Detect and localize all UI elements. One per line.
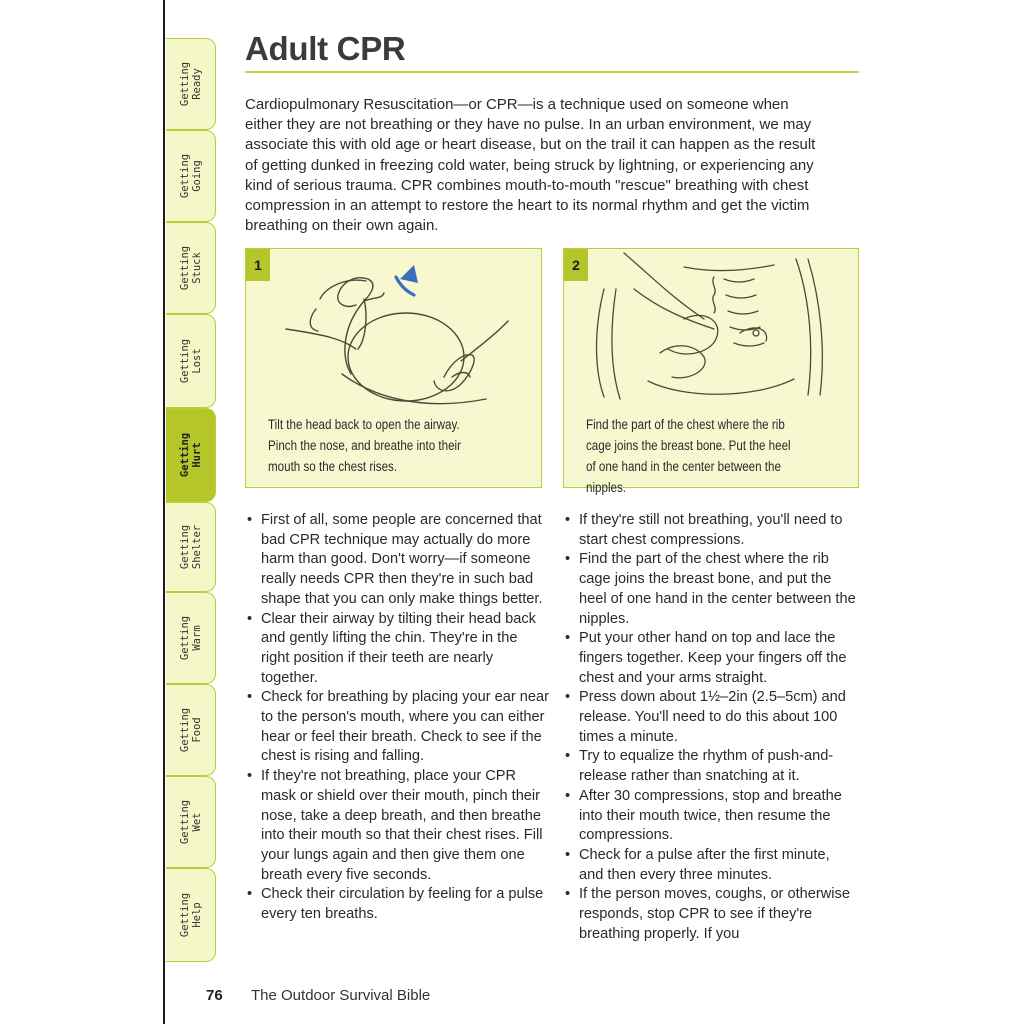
list-item: • Check for breathing by placing your ear near to the person's mouth, where you can either hear or feel their breath. Check to see if the chest is rising and falling. (247, 688, 549, 767)
tab-label: Getting Going (178, 153, 203, 199)
tab-getting-going[interactable] (166, 130, 216, 222)
page-number: 76 (206, 987, 223, 1004)
list-item: • Check their circulation by feeling for a pulse every ten breaths. (247, 885, 549, 924)
figure-number: 2 (564, 249, 588, 281)
tab-label: Getting Shelter (178, 524, 203, 570)
list-item: • Press down about 1½–2in (2.5–5cm) and release. You'll need to do this about 100 times a minute. (565, 688, 857, 747)
tab-getting-stuck[interactable] (166, 222, 216, 314)
book-title: The Outdoor Survival Bible (251, 987, 431, 1004)
tab-label: Getting Stuck (178, 245, 203, 291)
tab-getting-shelter[interactable] (166, 502, 216, 592)
tab-getting-lost[interactable] (166, 314, 216, 408)
right-column-bullets (565, 511, 857, 944)
tab-getting-ready[interactable] (166, 38, 216, 130)
list-item: • Check for a pulse after the first minute, and then every three minutes. (565, 846, 857, 885)
tab-getting-wet[interactable] (166, 776, 216, 868)
tab-getting-hurt[interactable] (166, 408, 216, 502)
tab-label: Getting Warm (178, 615, 203, 661)
book-spine (163, 0, 165, 1024)
list-item: • If they're still not breathing, you'll need to start chest compressions. (565, 511, 857, 550)
list-item: • If the person moves, coughs, or otherwise responds, stop CPR to see if they're breathing properly. If you (565, 885, 857, 944)
list-item: • If they're not breathing, place your CPR mask or shield over their mouth, pinch their nose, take a deep breath, and then breathe into their mouth so that their chest rises. Fill your lungs again and then give them one breath every five seconds. (247, 767, 549, 885)
figure-caption: Tilt the head back to open the airway. Pinch the nose, and breathe into their mouth so the chest rises. (268, 417, 461, 474)
list-item: • Put your other hand on top and lace the fingers together. Keep your fingers off the chest and your arms straight. (565, 629, 857, 688)
figure-number: 1 (246, 249, 270, 281)
tab-label: Getting Hurt (178, 432, 203, 478)
tab-label: Getting Help (178, 892, 203, 938)
intro-paragraph: Cardiopulmonary Resuscitation—or CPR—is a technique used on someone when either they are not breathing or they have no pulse. In an urban environment, we may associate this with old age or heart disease, but on the trail it can happen as the result of getting dunked in freezing cold water, being struck by lightning, or experiencing any kind of serious trauma. CPR combines mouth-to-mouth "rescue" breathing with chest compression in an attempt to restore the heart to its normal rhythm and get the victim breathing on their own again. (245, 96, 816, 235)
tab-getting-warm[interactable] (166, 592, 216, 684)
list-item: • Find the part of the chest where the rib cage joins the breast bone, and put the heel of one hand in the center between the nipples. (565, 550, 857, 629)
list-item: • First of all, some people are concerned that bad CPR technique may actually do more harm than good. Don't worry—if someone really needs CPR then they're in such bad shape that you can only make things better. (247, 511, 549, 610)
tab-label: Getting Ready (178, 61, 203, 107)
left-column-bullets (247, 511, 549, 925)
tab-label: Getting Food (178, 707, 203, 753)
list-item: • Try to equalize the rhythm of push-and-release rather than snatching at it. (565, 747, 857, 786)
title-divider (245, 71, 859, 73)
tab-label: Getting Lost (178, 338, 203, 384)
tab-getting-help[interactable] (166, 868, 216, 962)
list-item: • Clear their airway by tilting their head back and gently lifting the chin. They're in the right position if their teeth are nearly together. (247, 610, 549, 689)
figure-caption: Find the part of the chest where the rib cage joins the breast bone. Put the heel of one hand in the center between the nipples. (586, 417, 791, 495)
figure-2 (563, 248, 859, 495)
tab-getting-food[interactable] (166, 684, 216, 776)
list-item: • After 30 compressions, stop and breathe into their mouth twice, then resume the compressions. (565, 787, 857, 846)
page-title: Adult CPR (245, 30, 406, 67)
figure-1 (245, 248, 542, 488)
tab-label: Getting Wet (178, 799, 203, 845)
